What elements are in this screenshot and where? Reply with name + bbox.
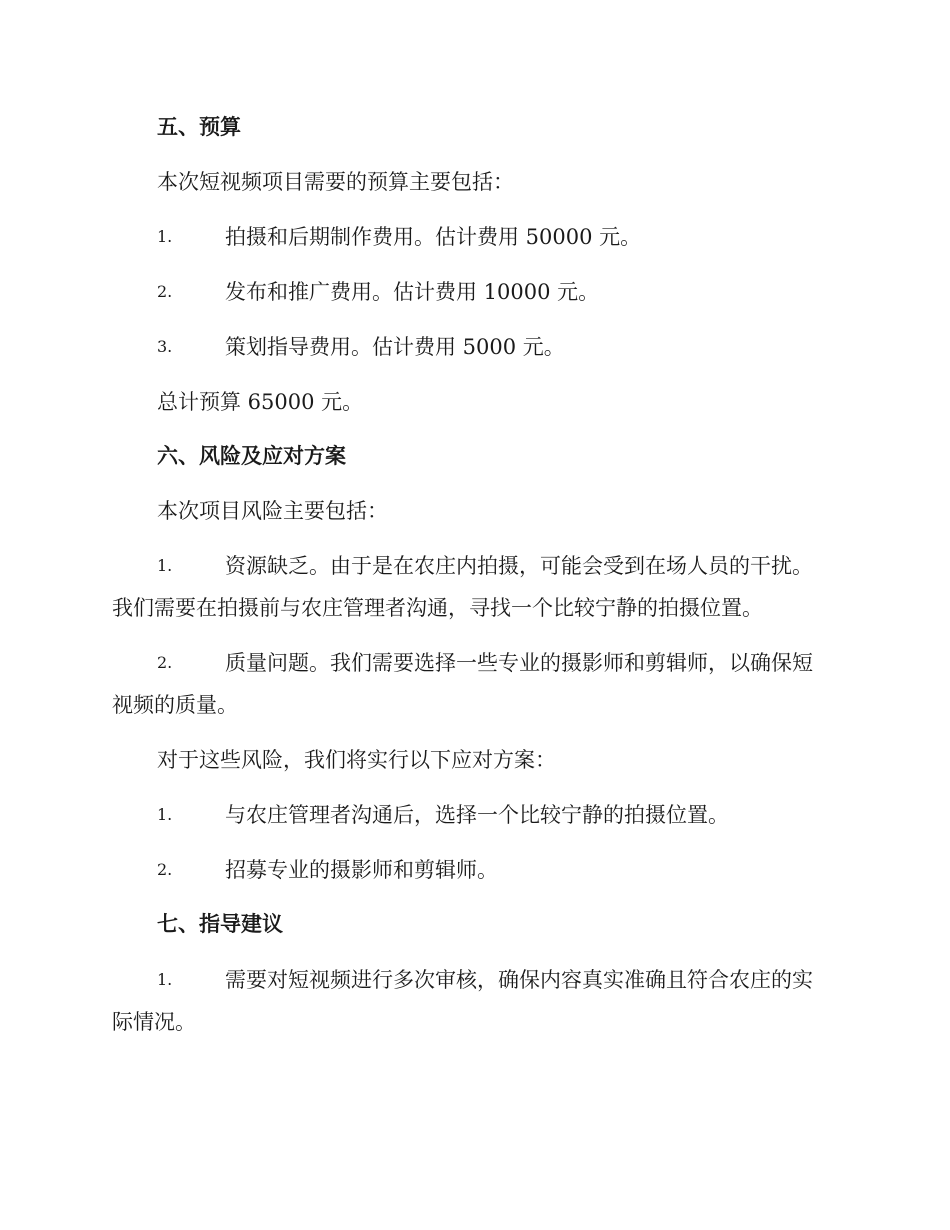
risk-intro: 本次项目风险主要包括： <box>157 499 388 523</box>
list-text: 策划指导费用。估计费用 5000 元。 <box>225 335 565 359</box>
list-text: 与农庄管理者沟通后，选择一个比较宁静的拍摄位置。 <box>225 803 729 827</box>
list-number: 1. <box>157 227 173 246</box>
list-text: 资源缺乏。由于是在农庄内拍摄，可能会受到在场人员的干扰。 <box>225 554 813 578</box>
list-text: 发布和推广费用。估计费用 10000 元。 <box>225 280 600 304</box>
risk-response-1 <box>0 800 950 830</box>
budget-total: 总计预算 65000 元。 <box>157 390 364 414</box>
risk-response-intro: 对于这些风险，我们将实行以下应对方案： <box>157 748 556 772</box>
list-text-continued: 我们需要在拍摄前与农庄管理者沟通，寻找一个比较宁静的拍摄位置。 <box>112 596 763 620</box>
budget-intro: 本次短视频项目需要的预算主要包括： <box>157 170 514 194</box>
list-text-continued: 视频的质量。 <box>112 693 238 717</box>
guidance-item-1 <box>0 965 950 1037</box>
list-number: 1. <box>157 556 173 575</box>
risk-item-2 <box>0 648 950 720</box>
budget-item-3 <box>0 332 950 362</box>
section-heading-guidance: 七、指导建议 <box>157 911 283 936</box>
list-number: 1. <box>157 805 173 824</box>
list-text: 招募专业的摄影师和剪辑师。 <box>225 858 498 882</box>
budget-item-1 <box>0 222 950 252</box>
list-number: 2. <box>157 282 173 301</box>
list-text: 质量问题。我们需要选择一些专业的摄影师和剪辑师，以确保短 <box>225 651 813 675</box>
risk-item-1 <box>0 551 950 623</box>
list-number: 2. <box>157 860 173 879</box>
section-heading-risk: 六、风险及应对方案 <box>157 443 346 468</box>
list-text: 需要对短视频进行多次审核，确保内容真实准确且符合农庄的实 <box>225 968 813 992</box>
risk-response-2 <box>0 855 950 885</box>
list-number: 3. <box>157 337 173 356</box>
list-number: 2. <box>157 653 173 672</box>
list-number: 1. <box>157 970 173 989</box>
list-text-continued: 际情况。 <box>112 1010 196 1034</box>
section-heading-budget: 五、预算 <box>157 114 241 139</box>
list-text: 拍摄和后期制作费用。估计费用 50000 元。 <box>225 225 642 249</box>
budget-item-2 <box>0 277 950 307</box>
